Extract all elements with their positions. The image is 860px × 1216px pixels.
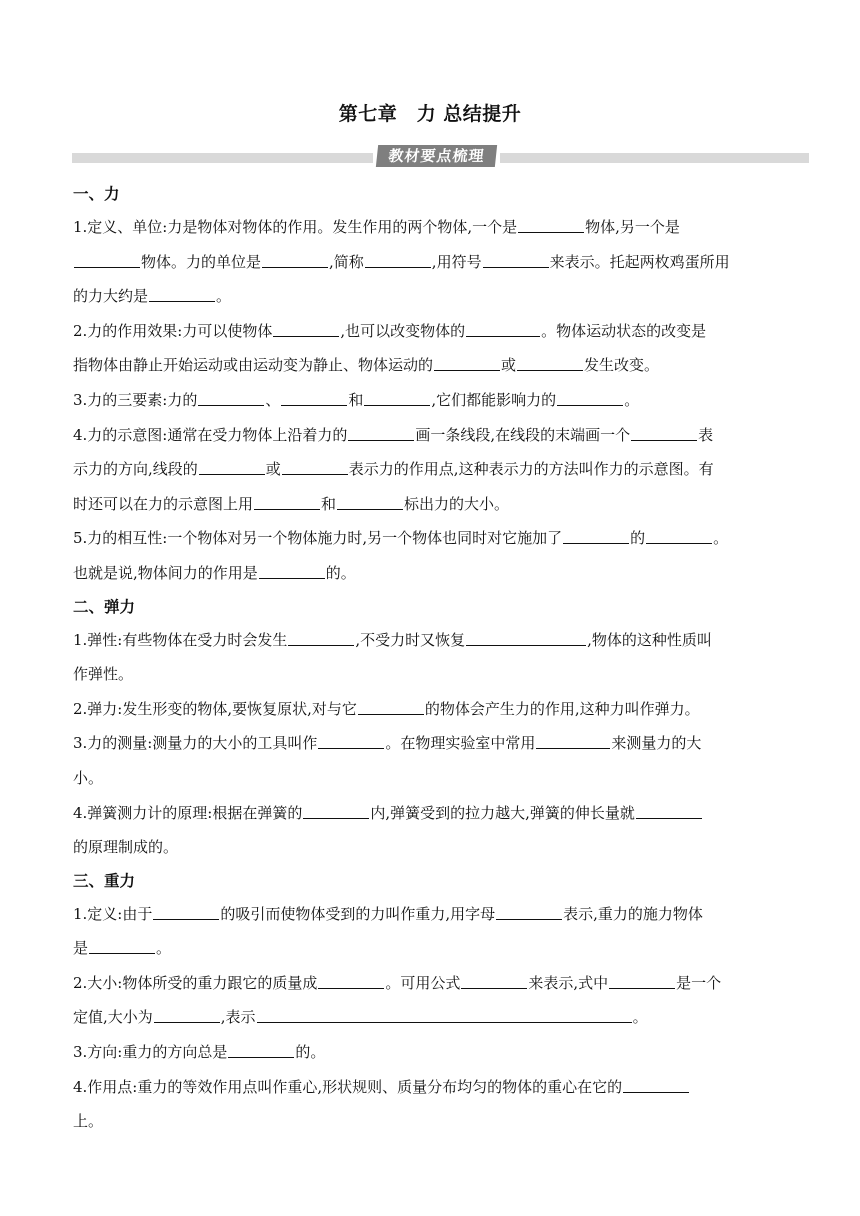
text-segment: 1.定义、单位:力是物体对物体的作用。发生作用的两个物体,一个是 [73,218,518,236]
text-line [73,452,803,487]
fill-in-blank[interactable] [434,355,500,371]
text-segment: 5.力的相互性:一个物体对另一个物体施力时,另一个物体也同时对它施加了 [73,529,563,548]
text-segment: 的。 [295,1043,326,1062]
text-line [73,931,803,966]
fill-in-blank[interactable] [74,252,140,268]
text-segment: 示力的方向,线段的 [73,460,198,479]
fill-in-blank[interactable] [198,390,264,406]
text-segment: ,它们都能影响力的 [431,390,557,409]
text-line [73,966,803,1001]
document-body [73,178,803,1139]
fill-in-blank[interactable] [337,494,403,510]
text-line [73,657,803,692]
text-line [73,418,803,453]
fill-in-blank[interactable] [199,459,265,475]
text-segment: ,物体的这种性质叫 [587,630,712,649]
fill-in-blank[interactable] [364,390,430,406]
fill-in-blank[interactable] [536,733,610,749]
fill-in-blank[interactable] [149,286,215,302]
text-segment: 是 [73,939,89,958]
fill-in-blank[interactable] [257,1007,632,1023]
text-segment: 2.弹力:发生形变的物体,要恢复原状,对与它 [73,699,357,718]
fill-in-blank[interactable] [273,321,339,337]
text-line [73,692,803,727]
text-line [73,279,803,314]
text-segment: 是一个 [676,973,722,992]
text-segment: 4.弹簧测力计的原理:根据在弹簧的 [73,803,303,822]
fill-in-blank[interactable] [153,904,219,920]
fill-in-blank[interactable] [496,904,562,920]
text-segment: 表示,重力的施力物体 [563,904,703,923]
section-heading: 二、弹力 [73,597,136,616]
text-line [73,796,803,831]
text-segment: 的吸引而使物体受到的力叫作重力,用字母 [220,904,496,923]
text-line [73,210,803,245]
text-segment: 来测量力的大 [611,734,702,753]
fill-in-blank[interactable] [636,803,702,819]
text-segment: 或 [265,460,281,479]
text-line [73,1035,803,1070]
text-line [73,761,803,796]
text-segment: 的力大约是 [73,287,149,306]
text-segment: 和 [321,494,337,513]
fill-in-blank[interactable] [303,803,369,819]
page-title: 第七章 力 总结提升 [338,103,522,125]
text-segment: 画一条线段,在线段的末端画一个 [415,425,631,444]
text-segment: 内,弹簧受到的拉力越大,弹簧的伸长量就 [370,803,635,822]
fill-in-blank[interactable] [483,252,549,268]
text-segment: 时还可以在力的示意图上用 [73,494,254,513]
text-line [73,1104,803,1139]
fill-in-blank[interactable] [461,973,527,989]
fill-in-blank[interactable] [358,699,424,715]
text-segment: 3.方向:重力的方向总是 [73,1043,228,1062]
text-segment: 表示力的作用点,这种表示力的方法叫作力的示意图。有 [348,460,714,479]
text-segment: 的原理制成的。 [73,838,179,857]
text-segment: 或 [501,356,517,375]
text-segment: 的物体会产生力的作用,这种力叫作弹力。 [424,699,700,718]
fill-in-blank[interactable] [89,938,155,954]
text-segment: 2.力的作用效果:力可以使物体 [73,321,273,340]
fill-in-blank[interactable] [262,252,328,268]
text-segment: 发生改变。 [584,356,660,375]
text-line [73,383,803,418]
text-segment: 指物体由静止开始运动或由运动变为静止、物体运动的 [73,356,434,375]
fill-in-blank[interactable] [259,563,325,579]
text-segment: 。可用公式 [385,973,461,992]
text-line [73,521,803,556]
text-line [73,726,803,761]
text-segment: 定值,大小为 [73,1008,153,1027]
text-segment: 3.力的三要素:力的 [73,390,198,409]
fill-in-blank[interactable] [623,1077,689,1093]
text-segment: 的。 [325,563,356,582]
text-segment: 标出力的大小。 [404,494,510,513]
fill-in-blank[interactable] [518,217,584,233]
text-segment: 上。 [73,1112,104,1131]
text-line [73,487,803,522]
fill-in-blank[interactable] [557,390,623,406]
section-tag-label: 教材要点梳理 [376,145,497,167]
fill-in-blank[interactable] [281,390,347,406]
text-segment: 物体。力的单位是 [141,252,262,271]
text-segment: ,不受力时又恢复 [355,630,466,649]
fill-in-blank[interactable] [154,1007,220,1023]
fill-in-blank[interactable] [228,1042,294,1058]
text-segment: 的 [630,529,646,548]
text-segment: 2.大小:物体所受的重力跟它的质量成 [73,973,318,992]
text-segment: 4.作用点:重力的等效作用点叫作重心,形状规则、质量分布均匀的物体的重心在它的 [73,1077,623,1096]
text-segment: 4.力的示意图:通常在受力物体上沿着力的 [73,425,348,444]
fill-in-blank[interactable] [466,630,586,646]
text-segment: 。 [216,287,232,306]
fill-in-blank[interactable] [348,425,414,441]
text-line [73,1000,803,1035]
text-segment: 。 [156,939,172,958]
text-line [73,830,803,865]
text-line [73,348,803,383]
text-line [73,245,803,280]
text-segment: 小。 [73,768,104,787]
text-segment: 也就是说,物体间力的作用是 [73,563,258,582]
fill-in-blank[interactable] [318,733,384,749]
text-segment: 1.定义:由于 [73,904,153,923]
text-segment: 和 [348,390,364,409]
text-segment: 表 [698,425,714,444]
fill-in-blank[interactable] [282,459,348,475]
text-segment: ,用符号 [431,252,482,271]
text-segment: 。物体运动状态的改变是 [541,321,707,340]
text-segment: ,表示 [220,1008,256,1027]
section-tag [373,144,500,168]
fill-in-blank[interactable] [563,528,629,544]
section-heading: 三、重力 [73,871,136,890]
text-line [73,1070,803,1105]
fill-in-blank[interactable] [517,355,583,371]
text-segment: 。 [624,390,640,409]
text-segment: 作弹性。 [73,665,134,684]
fill-in-blank[interactable] [609,973,675,989]
text-segment: 来表示,式中 [528,973,609,992]
text-line [73,623,803,658]
text-segment: ,也可以改变物体的 [340,321,466,340]
text-line [73,556,803,591]
fill-in-blank[interactable] [466,321,540,337]
section-heading: 一、力 [73,185,120,203]
text-segment: 。 [632,1008,648,1027]
text-segment: 。在物理实验室中常用 [385,734,536,753]
fill-in-blank[interactable] [646,528,712,544]
text-segment: ,简称 [329,252,364,271]
fill-in-blank[interactable] [318,973,384,989]
text-line [73,314,803,349]
text-segment: 物体,另一个是 [585,218,680,236]
text-segment: 来表示。托起两枚鸡蛋所用 [549,252,730,271]
text-line [73,897,803,932]
text-segment: 3.力的测量:测量力的大小的工具叫作 [73,734,318,753]
fill-in-blank[interactable] [254,494,320,510]
text-segment: 、 [265,390,281,409]
fill-in-blank[interactable] [288,630,354,646]
text-segment: 。 [713,529,729,548]
fill-in-blank[interactable] [631,425,697,441]
text-segment: 1.弹性:有些物体在受力时会发生 [73,630,288,649]
fill-in-blank[interactable] [365,252,431,268]
